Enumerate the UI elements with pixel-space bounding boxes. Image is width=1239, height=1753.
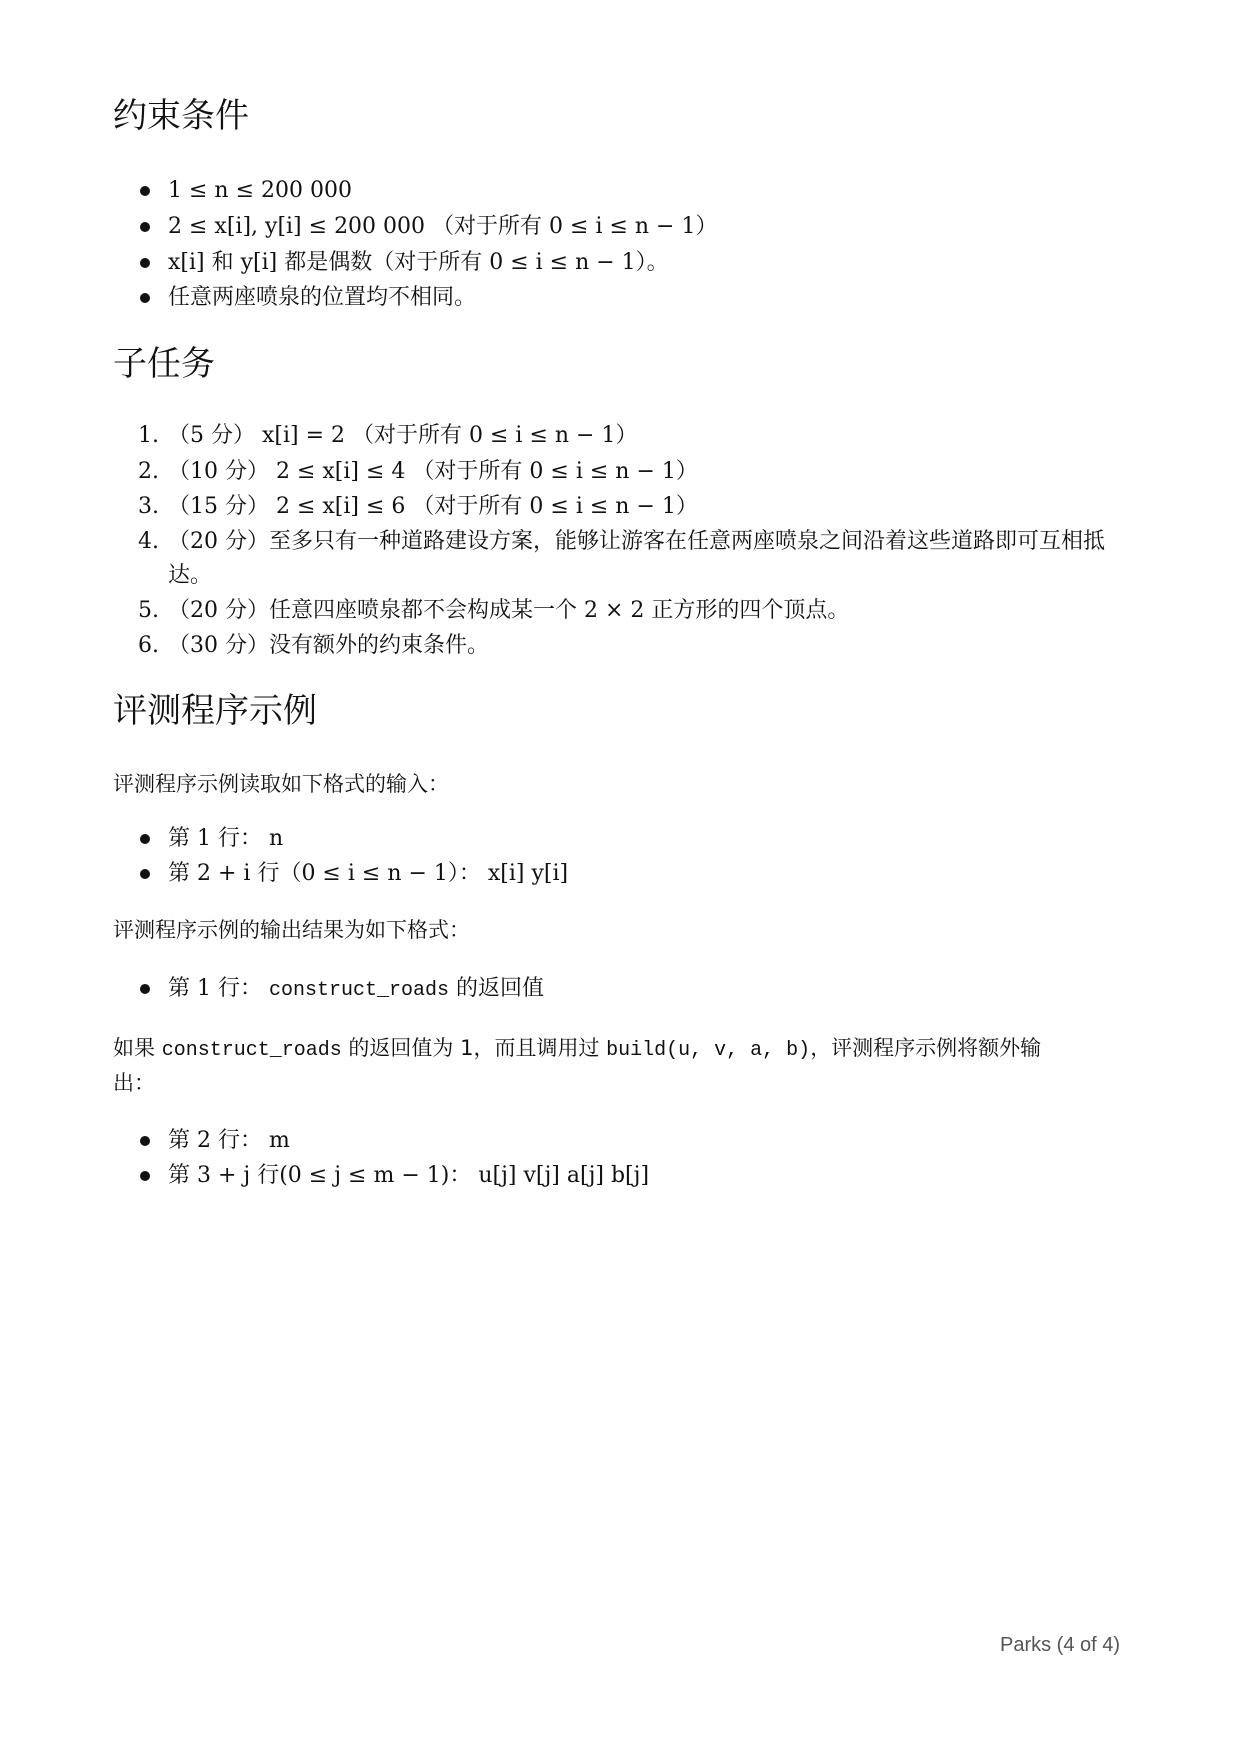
bullet-icon (140, 984, 150, 994)
constraint-item: 任意两座喷泉的位置均不相同。 (168, 285, 477, 310)
subtask-item: （20 分）任意四座喷泉都不会构成某一个 2 × 2 正方形的四个顶点。 (168, 598, 850, 623)
list-number: 1. (138, 423, 159, 448)
bullet-icon (140, 222, 150, 232)
subtasks-heading: 子任务 (113, 344, 215, 384)
input-line: 第 2 + i 行（0 ≤ i ≤ n − 1）： x[i] y[i] (168, 861, 569, 886)
subtask-item: （10 分） 2 ≤ x[i] ≤ 4 （对于所有 0 ≤ i ≤ n − 1） (168, 459, 698, 484)
bullet-icon (140, 834, 150, 844)
extra-output-continuation: 出： (113, 1071, 155, 1095)
subtask-item: （30 分）没有额外的约束条件。 (168, 633, 489, 658)
list-number: 4. (138, 529, 159, 554)
subtask-item: （15 分） 2 ≤ x[i] ≤ 6 （对于所有 0 ≤ i ≤ n − 1） (168, 494, 698, 519)
list-number: 5. (138, 598, 159, 623)
constraint-item: 2 ≤ x[i], y[i] ≤ 200 000 （对于所有 0 ≤ i ≤ n − 1） (168, 214, 718, 239)
code-construct-roads: construct_roads (268, 979, 450, 1002)
subtask-item-continuation: 达。 (168, 563, 213, 588)
bullet-icon (140, 293, 150, 303)
grader-heading: 评测程序示例 (113, 691, 317, 731)
extra-text: 的返回值为 1，而且调用过 (348, 1036, 600, 1060)
bullet-icon (140, 186, 150, 196)
list-number: 3. (138, 494, 159, 519)
output-line-prefix: 第 1 行： (168, 976, 262, 1001)
page-footer: Parks (4 of 4) (1000, 1634, 1121, 1656)
extra-output-paragraph (113, 1032, 1041, 1067)
subtask-item: （5 分） x[i] = 2 （对于所有 0 ≤ i ≤ n − 1） (168, 423, 638, 448)
constraint-item: x[i] 和 y[i] 都是偶数（对于所有 0 ≤ i ≤ n − 1）。 (168, 250, 669, 275)
list-number: 6. (138, 633, 159, 658)
extra-line: 第 3 + j 行(0 ≤ j ≤ m − 1)： u[j] v[j] a[j] b[j] (168, 1163, 650, 1188)
extra-line: 第 2 行： m (168, 1128, 290, 1153)
bullet-icon (140, 1171, 150, 1181)
code-construct-roads: construct_roads (161, 1039, 342, 1062)
code-build: build(u, v, a, b) (606, 1039, 811, 1062)
output-line (168, 973, 544, 1007)
bullet-icon (140, 1136, 150, 1146)
input-intro: 评测程序示例读取如下格式的输入： (113, 772, 449, 796)
extra-text: 如果 (113, 1036, 155, 1060)
output-line-suffix: 的返回值 (456, 976, 545, 1001)
list-number: 2. (138, 459, 159, 484)
output-intro: 评测程序示例的输出结果为如下格式： (113, 918, 470, 942)
subtask-item: （20 分）至多只有一种道路建设方案，能够让游客在任意两座喷泉之间沿着这些道路即可互相抵 (168, 529, 1105, 554)
constraint-item: 1 ≤ n ≤ 200 000 (168, 178, 352, 203)
constraints-heading: 约束条件 (113, 96, 249, 136)
bullet-icon (140, 258, 150, 268)
extra-text: ，评测程序示例将额外输 (810, 1036, 1042, 1060)
bullet-icon (140, 869, 150, 879)
input-line: 第 1 行： n (168, 826, 284, 851)
